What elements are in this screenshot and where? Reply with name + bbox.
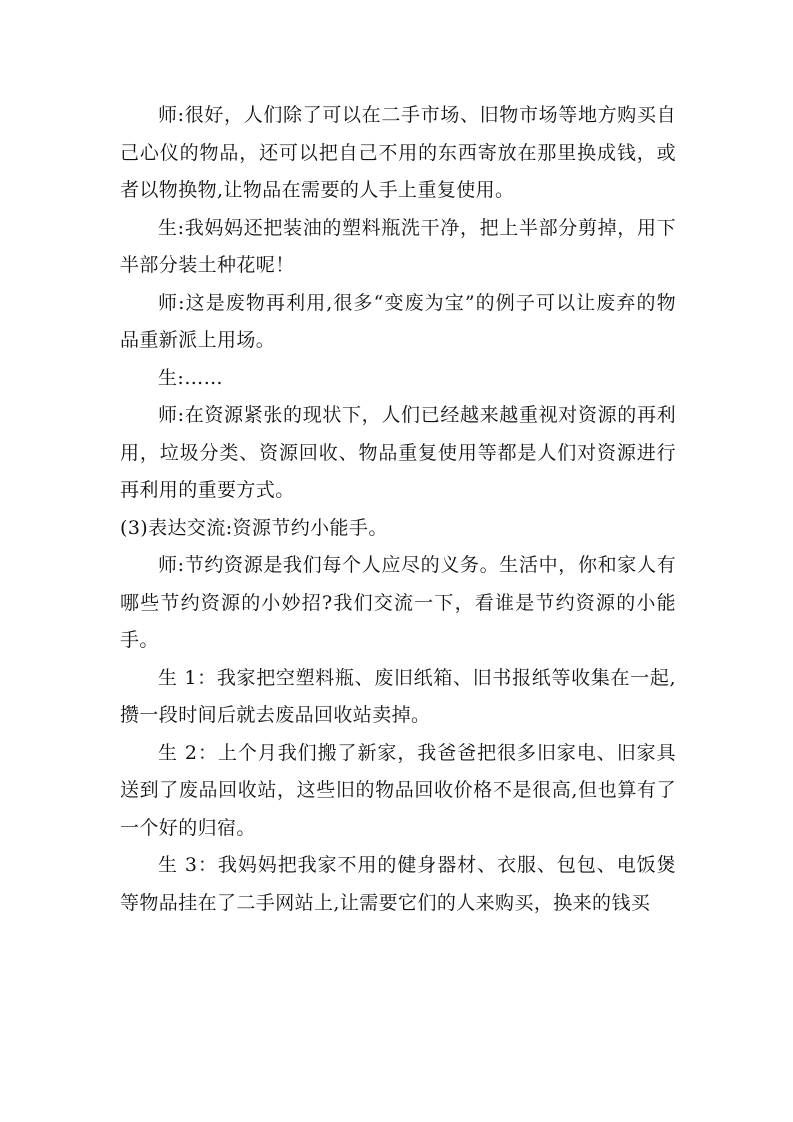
paragraph-teacher-saving: 师:节约资源是我们每个人应尽的义务。生活中，你和家人有哪些节约资源的小妙招?我们交流一下，看谁是节约资源的小能手。 <box>120 554 676 651</box>
paragraph-student-plastic-bottle: 生:我妈妈还把装油的塑料瓶洗干净，把上半部分剪掉，用下半部分装土种花呢！ <box>120 216 676 276</box>
paragraph-student-ellipsis: 生:…… <box>158 366 224 389</box>
paragraph-teacher-resources: 师:在资源紧张的现状下，人们已经越来越重视对资源的再利用，垃圾分类、资源回收、物品重复使用等都是人们对资源进行再利用的重要方式。 <box>120 404 676 501</box>
paragraph-student-3: 生 3：我妈妈把我家不用的健身器材、衣服、包包、电饭煲等物品挂在了二手网站上,让需要它们的人来购买，换来的钱买 <box>120 854 676 914</box>
paragraph-teacher-secondhand: 师:很好，人们除了可以在二手市场、旧物市场等地方购买自己心仪的物品，还可以把自己不用的东西寄放在那里换成钱，或者以物换物,让物品在需要的人手上重复使用。 <box>120 104 676 201</box>
paragraph-student-2: 生 2：上个月我们搬了新家，我爸爸把很多旧家电、旧家具送到了废品回收站，这些旧的物品回收价格不是很高,但也算有了一个好的归宿。 <box>120 741 676 839</box>
paragraph-teacher-reuse: 师:这是废物再利用,很多“变废为宝”的例子可以让废弃的物品重新派上用场。 <box>120 291 676 351</box>
section-heading-exchange: (3)表达交流:资源节约小能手。 <box>120 516 388 539</box>
document-body <box>120 97 676 922</box>
paragraph-student-1: 生 1：我家把空塑料瓶、废旧纸箱、旧书报纸等收集在一起,攒一段时间后就去废品回收站卖掉。 <box>120 666 676 726</box>
